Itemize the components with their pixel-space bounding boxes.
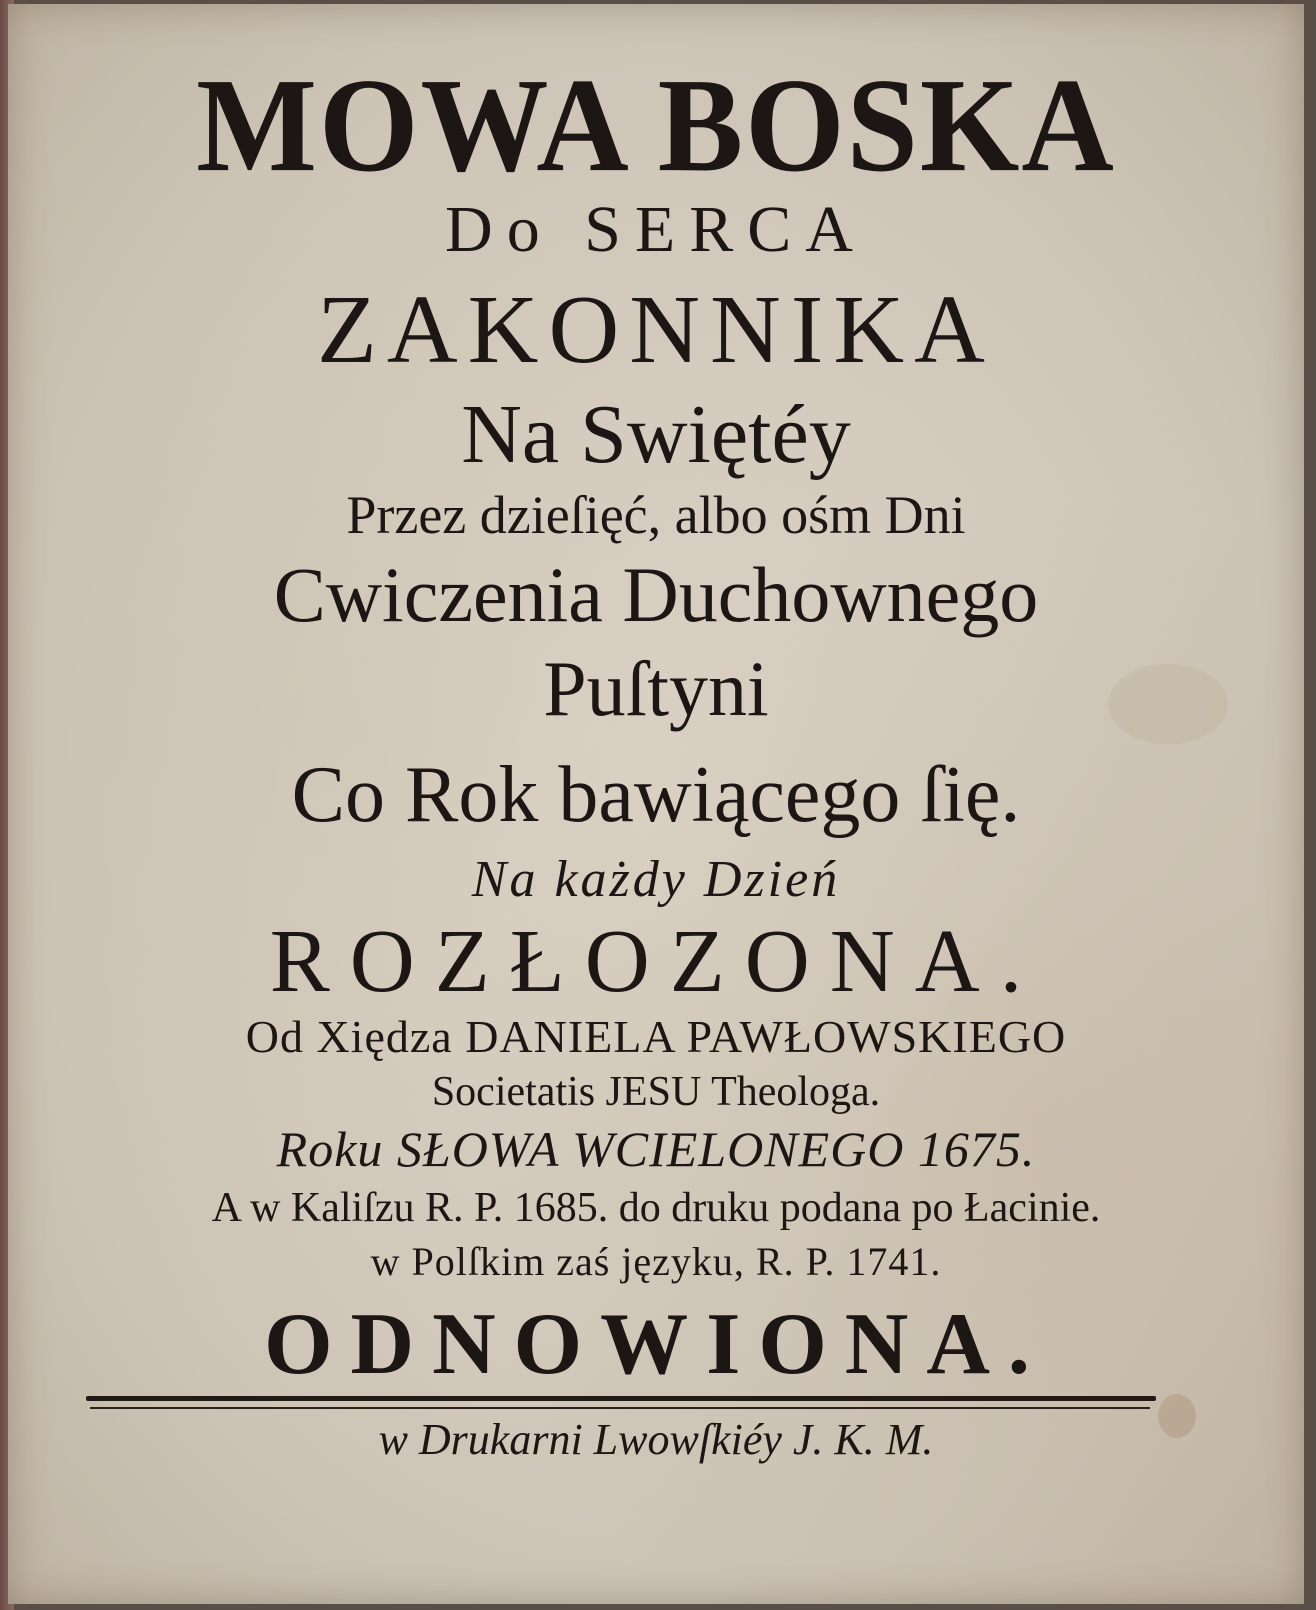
title-line-odnowiona: ODNOWIONA. [264, 1296, 1048, 1393]
title-line-na-kazdy: Na każdy Dzień [471, 851, 841, 908]
author-line: Od Xiędza DANIELA PAWŁOWSKIEGO [245, 1011, 1067, 1062]
date-line-1685: A w Kaliſzu R. P. 1685. do druku podana po Łacinie. [211, 1185, 1101, 1231]
date-line-1675: Roku SŁOWA WCIELONEGO 1675. [276, 1121, 1036, 1177]
author-affiliation: Societatis JESU Theologa. [431, 1069, 881, 1115]
date-line-1741: w Polſkim zaś języku, R. P. 1741. [370, 1239, 942, 1284]
title-line-przez: Przez dzieſięć, albo ośm Dni [346, 485, 966, 545]
title-line-cwiczenia: Cwiczenia Duchownego [273, 551, 1039, 638]
title-line-pustyni: Puſtyni [543, 645, 769, 732]
title-main: MOWA BOSKA [196, 50, 1116, 200]
title-line-rozlozona: ROZŁOZONA. [269, 912, 1043, 1011]
title-line-zakonnika: ZAKONNIKA [317, 276, 995, 384]
title-page [8, 4, 1304, 1604]
title-line-na-swietey: Na Swiętéy [461, 388, 851, 481]
divider-rule [86, 1396, 1156, 1401]
divider-rule-thin [90, 1407, 1150, 1409]
title-line-co-rok: Co Rok bawiącego ſię. [291, 751, 1021, 839]
title-line-do-serca: Do SERCA [445, 193, 867, 266]
imprint-line: w Drukarni Lwowſkiéy J. K. M. [378, 1415, 934, 1464]
